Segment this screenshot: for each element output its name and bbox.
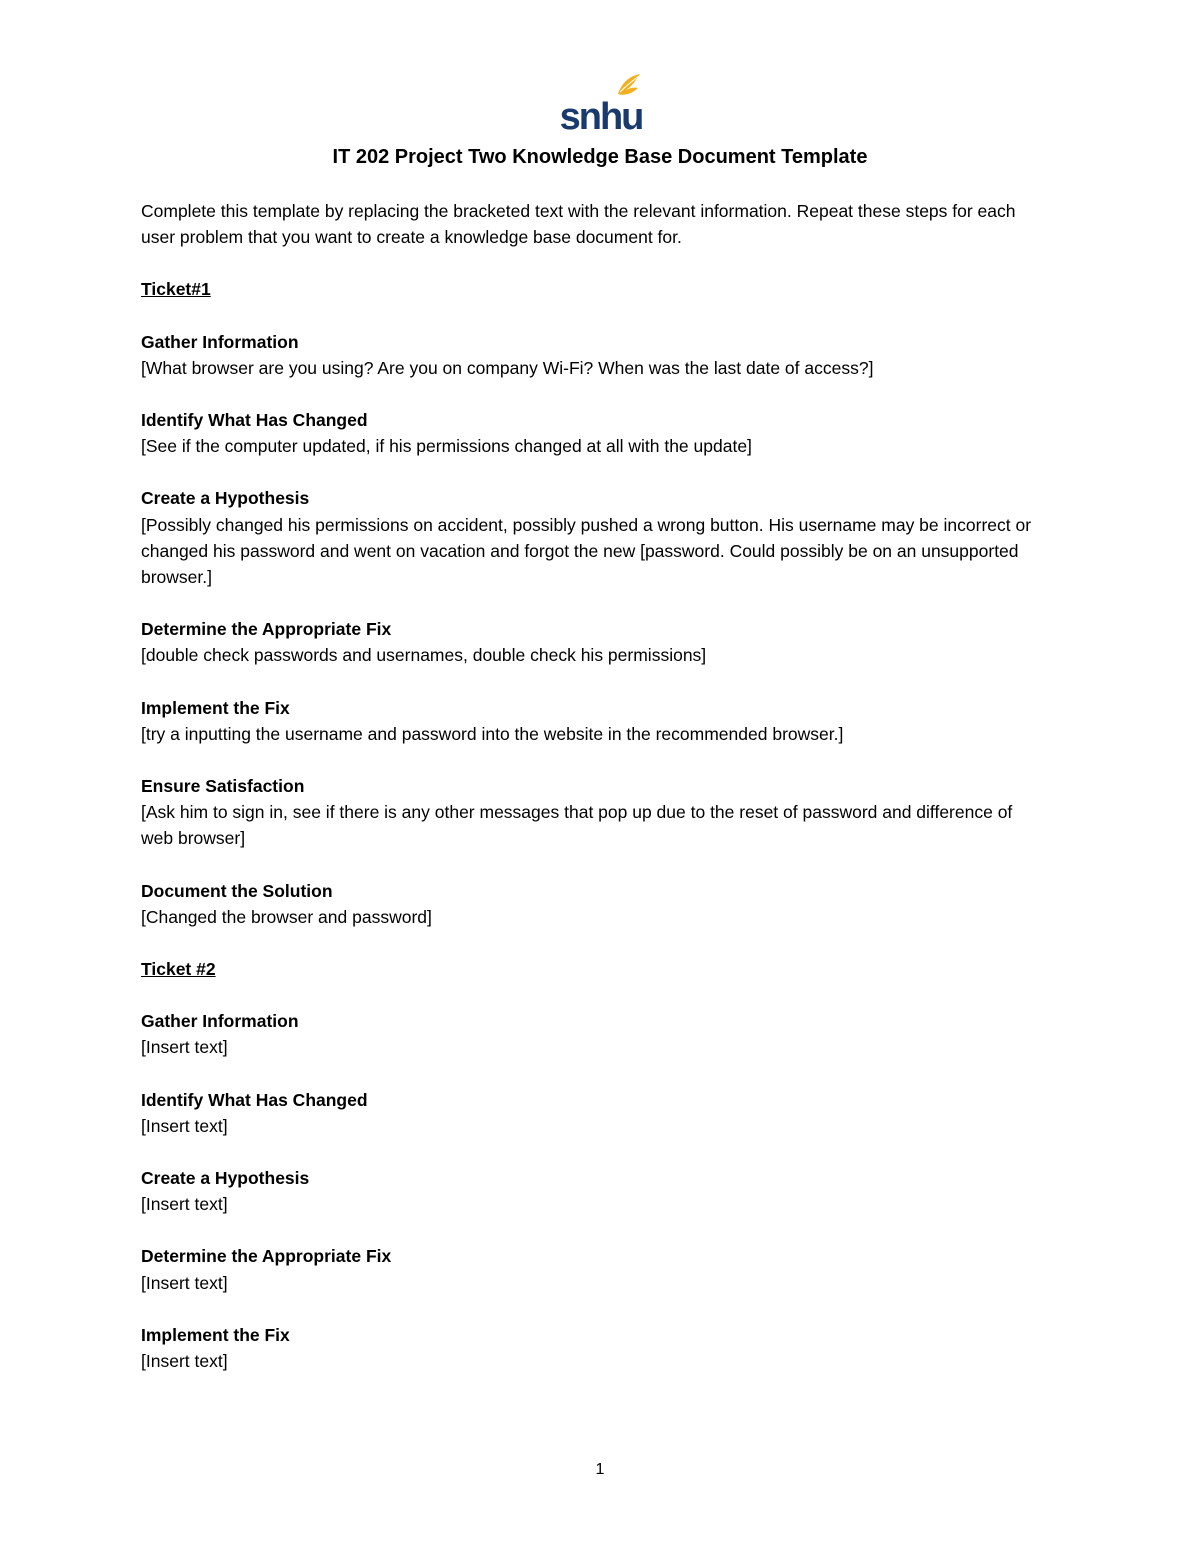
step-text: [See if the computer updated, if his permissions changed at all with the update] bbox=[141, 436, 752, 457]
step-text: [Ask him to sign in, see if there is any other messages that pop up due to the reset of password and difference of web browser] bbox=[141, 802, 1013, 849]
step-heading: Identify What Has Changed bbox=[141, 1089, 368, 1110]
svg-text:snhu: snhu bbox=[559, 96, 643, 134]
ticket-section bbox=[141, 956, 1046, 1374]
ticket-heading: Ticket #2 bbox=[141, 959, 216, 980]
step-text: [What browser are you using? Are you on company Wi-Fi? When was the last date of access?] bbox=[141, 357, 874, 378]
step-heading: Gather Information bbox=[141, 1011, 299, 1032]
step-block bbox=[141, 485, 1046, 590]
step-text: [Possibly changed his permissions on accident, possibly pushed a wrong button. His username may be incorrect or changed his password and went on vacation and forgot the new [password. Could possibly be on an unsupported browser.] bbox=[141, 514, 1032, 588]
step-heading: Ensure Satisfaction bbox=[141, 776, 305, 797]
ticket-section bbox=[141, 276, 1046, 930]
step-heading: Identify What Has Changed bbox=[141, 410, 368, 431]
step-text: [Changed the browser and password] bbox=[141, 906, 432, 927]
step-block bbox=[141, 1087, 1046, 1139]
step-heading: Implement the Fix bbox=[141, 697, 290, 718]
step-block bbox=[141, 878, 1046, 930]
step-block bbox=[141, 329, 1046, 381]
step-text: [Insert text] bbox=[141, 1194, 228, 1215]
intro-paragraph: Complete this template by replacing the bracketed text with the relevant information. Repeat these steps for each user problem that you want to create a knowledge base document for. bbox=[141, 201, 1016, 248]
step-text: [Insert text] bbox=[141, 1272, 228, 1293]
step-text: [Insert text] bbox=[141, 1351, 228, 1372]
step-block bbox=[141, 1243, 1046, 1295]
step-block bbox=[141, 1008, 1046, 1060]
step-heading: Create a Hypothesis bbox=[141, 1168, 310, 1189]
step-block bbox=[141, 1322, 1046, 1374]
step-block bbox=[141, 695, 1046, 747]
step-text: [Insert text] bbox=[141, 1115, 228, 1136]
snhu-logo bbox=[556, 72, 646, 134]
document-body bbox=[141, 198, 1046, 1400]
step-heading: Determine the Appropriate Fix bbox=[141, 619, 392, 640]
step-heading: Gather Information bbox=[141, 331, 299, 352]
ticket-heading: Ticket#1 bbox=[141, 279, 211, 300]
step-heading: Implement the Fix bbox=[141, 1324, 290, 1345]
step-text: [Insert text] bbox=[141, 1037, 228, 1058]
step-heading: Determine the Appropriate Fix bbox=[141, 1246, 392, 1267]
page-number: 1 bbox=[595, 1461, 605, 1478]
step-heading: Document the Solution bbox=[141, 880, 333, 901]
step-block bbox=[141, 773, 1046, 852]
step-heading: Create a Hypothesis bbox=[141, 488, 310, 509]
document-title: IT 202 Project Two Knowledge Base Document Template bbox=[332, 146, 868, 168]
step-block bbox=[141, 1165, 1046, 1217]
step-block bbox=[141, 407, 1046, 459]
step-block bbox=[141, 616, 1046, 668]
step-text: [double check passwords and usernames, double check his permissions] bbox=[141, 645, 707, 666]
step-text: [try a inputting the username and password into the website in the recommended browser.] bbox=[141, 723, 844, 744]
